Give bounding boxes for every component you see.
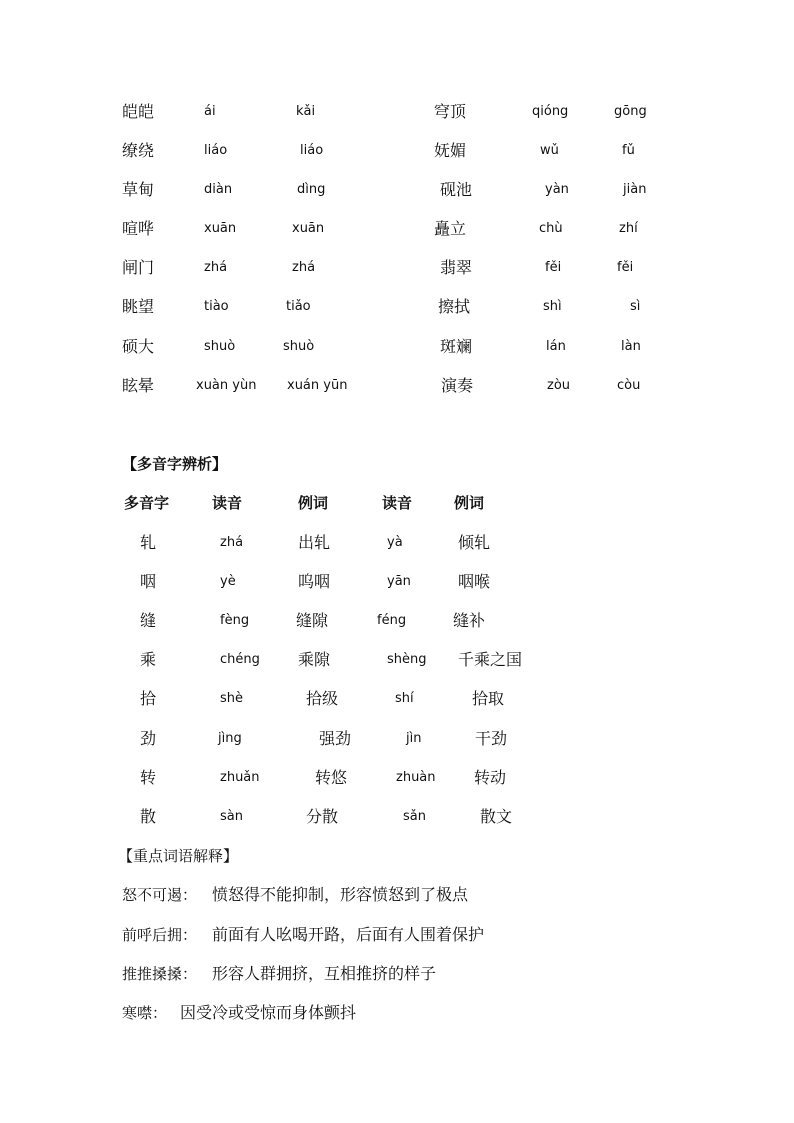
glossary-term: 寒噤： <box>122 1004 168 1022</box>
vocab-pinyin-option: còu <box>617 378 641 393</box>
reading-2: shí <box>395 691 414 706</box>
glossary-definition: 形容人群拥挤，互相推挤的样子 <box>212 964 437 983</box>
vocab-word: 擦拭 <box>438 297 471 316</box>
vocab-pinyin-option: zhá <box>204 260 228 275</box>
vocab-pinyin-option: diàn <box>204 182 233 197</box>
vocab-word: 闸门 <box>122 258 155 277</box>
header-reading-2: 读音 <box>382 494 413 512</box>
header-polyphone-char: 多音字 <box>124 494 170 512</box>
reading-1: fèng <box>220 613 250 628</box>
example-word-2: 倾轧 <box>458 533 491 552</box>
vocab-pinyin-option: chù <box>539 221 563 236</box>
vocab-pinyin-option: zòu <box>547 378 571 393</box>
example-word-2: 转动 <box>474 768 507 787</box>
header-example-2: 例词 <box>454 494 485 512</box>
vocab-pinyin-option: wǔ <box>540 143 559 158</box>
reading-2: féng <box>377 613 407 628</box>
vocab-pinyin-option: làn <box>621 339 641 354</box>
polyphone-char: 散 <box>140 807 157 826</box>
vocab-pinyin-option: yàn <box>545 182 569 197</box>
header-example-1: 例词 <box>298 494 329 512</box>
example-word-1: 出轧 <box>298 533 331 552</box>
polyphone-section-title: 【多音字辨析】 <box>122 455 228 473</box>
polyphone-char: 轧 <box>140 533 157 552</box>
reading-1: shè <box>220 691 244 706</box>
reading-2: sǎn <box>403 809 426 824</box>
vocab-pinyin-option: zhá <box>292 260 316 275</box>
example-word-1: 分散 <box>306 807 339 826</box>
vocab-pinyin-option: lán <box>546 339 566 354</box>
vocab-word: 翡翠 <box>440 258 473 277</box>
vocab-pinyin-option: shuò <box>204 339 236 354</box>
vocab-pinyin-option: shuò <box>283 339 315 354</box>
vocab-word: 眺望 <box>122 297 155 316</box>
example-word-1: 拾级 <box>306 689 339 708</box>
reading-1: yè <box>220 574 236 589</box>
header-reading-1: 读音 <box>212 494 243 512</box>
example-word-2: 缝补 <box>453 611 486 630</box>
vocab-pinyin-option: liáo <box>204 143 228 158</box>
reading-2: yà <box>387 535 403 550</box>
polyphone-char: 缝 <box>140 611 157 630</box>
glossary-definition: 前面有人吆喝开路，后面有人围着保护 <box>212 925 485 944</box>
vocab-pinyin-option: xuàn yùn <box>196 378 257 393</box>
reading-1: chéng <box>220 652 260 667</box>
vocab-word: 穹顶 <box>434 102 467 121</box>
polyphone-char: 劲 <box>140 729 157 748</box>
example-word-1: 缝隙 <box>296 611 329 630</box>
polyphone-char: 拾 <box>140 689 157 708</box>
vocab-pinyin-option: xuān <box>204 221 237 236</box>
glossary-term: 前呼后拥： <box>122 926 198 944</box>
vocab-pinyin-option: tiào <box>204 299 229 314</box>
vocab-pinyin-option: jiàn <box>623 182 647 197</box>
example-word-1: 乘隙 <box>298 650 331 669</box>
vocab-word: 草甸 <box>122 180 155 199</box>
vocab-pinyin-option: fǔ <box>622 143 635 158</box>
vocab-pinyin-option: liáo <box>300 143 324 158</box>
vocab-pinyin-option: xuán yūn <box>287 378 348 393</box>
vocab-word: 砚池 <box>440 180 473 199</box>
vocab-pinyin-option: shì <box>543 299 562 314</box>
vocab-word: 妩媚 <box>434 141 467 160</box>
vocab-word: 硕大 <box>122 337 155 356</box>
polyphone-char: 乘 <box>140 650 157 669</box>
vocab-pinyin-option: ái <box>204 104 216 119</box>
glossary-term: 怒不可遏： <box>122 886 198 904</box>
example-word-1: 强劲 <box>319 729 352 748</box>
glossary-definition: 愤怒得不能抑制，形容愤怒到了极点 <box>212 885 469 904</box>
vocab-pinyin-option: tiǎo <box>286 299 311 314</box>
reading-2: jìn <box>406 731 422 746</box>
glossary-definition: 因受冷或受惊而身体颤抖 <box>180 1003 357 1022</box>
example-word-2: 散文 <box>480 807 513 826</box>
vocab-pinyin-option: kǎi <box>296 104 316 119</box>
example-word-1: 呜咽 <box>298 572 331 591</box>
example-word-2: 拾取 <box>472 689 505 708</box>
vocab-word: 矗立 <box>434 219 467 238</box>
vocab-word: 斑斓 <box>440 337 473 356</box>
polyphone-char: 转 <box>140 768 157 787</box>
reading-1: zhá <box>220 535 244 550</box>
vocab-pinyin-option: sì <box>630 299 641 314</box>
example-word-1: 转悠 <box>315 768 348 787</box>
vocab-pinyin-option: dìng <box>297 182 326 197</box>
polyphone-char: 咽 <box>140 572 157 591</box>
reading-1: jìng <box>218 731 242 746</box>
reading-2: zhuàn <box>396 770 436 785</box>
vocab-word: 眩晕 <box>122 376 155 395</box>
vocab-pinyin-option: xuān <box>292 221 325 236</box>
example-word-2: 千乘之国 <box>458 650 523 669</box>
glossary-term: 推推搡搡： <box>122 965 198 983</box>
vocab-pinyin-option: gōng <box>614 104 647 119</box>
reading-1: zhuǎn <box>220 770 260 785</box>
vocab-word: 演奏 <box>441 376 474 395</box>
example-word-2: 干劲 <box>475 729 508 748</box>
reading-2: yān <box>387 574 411 589</box>
vocab-pinyin-option: fěi <box>545 260 562 275</box>
vocab-pinyin-option: fěi <box>617 260 634 275</box>
vocab-pinyin-option: qióng <box>532 104 569 119</box>
reading-1: sàn <box>220 809 243 824</box>
reading-2: shèng <box>387 652 427 667</box>
example-word-2: 咽喉 <box>458 572 491 591</box>
vocab-word: 喧哗 <box>122 219 155 238</box>
glossary-section-title: 【重点词语解释】 <box>118 847 239 865</box>
vocab-pinyin-option: zhí <box>619 221 638 236</box>
vocab-word: 皑皑 <box>122 102 155 121</box>
vocab-word: 缭绕 <box>122 141 155 160</box>
